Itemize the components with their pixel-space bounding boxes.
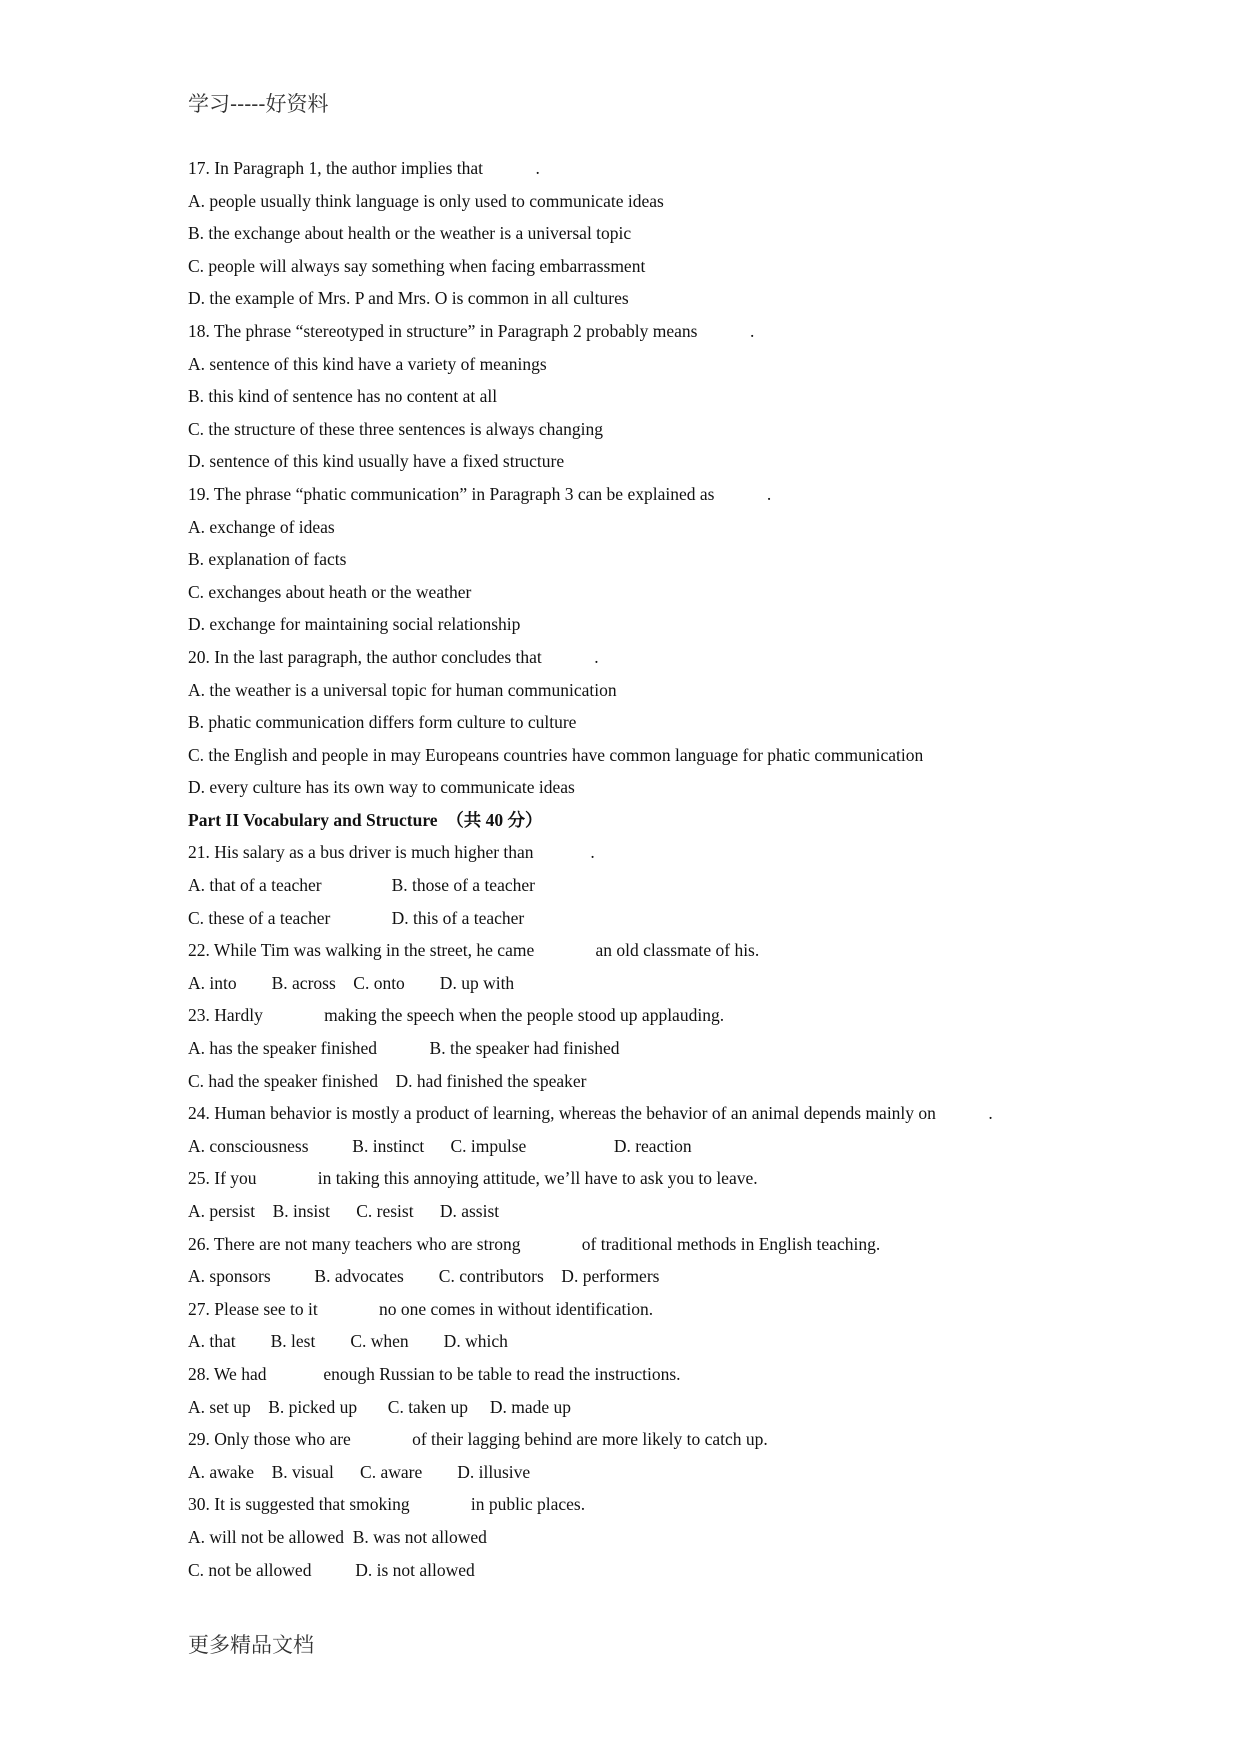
option-20d: D. every culture has its own way to communicate ideas [188, 777, 575, 798]
question-17: 17. In Paragraph 1, the author implies that . [188, 158, 540, 178]
options-24: A. consciousness B. instinct C. impulse D. reaction [188, 1135, 692, 1156]
page-footer: 更多精品文档 [188, 1633, 314, 1657]
option-17b: B. the exchange about health or the weather is a universal topic [188, 223, 632, 244]
section-heading: Part II Vocabulary and Structure （共 40 分） [188, 809, 543, 830]
option-18c: C. the structure of these three sentences is always changing [188, 418, 604, 439]
options-26: A. sponsors B. advocates C. contributors D. performers [188, 1266, 660, 1287]
options-25: A. persist B. insist C. resist D. assist [188, 1201, 500, 1221]
options-23cd: C. had the speaker finished D. had finished the speaker [188, 1070, 587, 1091]
option-19d: D. exchange for maintaining social relationship [188, 614, 521, 635]
options-28: A. set up B. picked up C. taken up D. made up [188, 1396, 572, 1417]
question-22: 22. While Tim was walking in the street, he came an old classmate of his. [188, 940, 760, 961]
question-26: 26. There are not many teachers who are strong of traditional methods in English teaching. [188, 1233, 881, 1254]
question-20: 20. In the last paragraph, the author concludes that . [188, 646, 599, 667]
options-30cd: C. not be allowed D. is not allowed [188, 1559, 475, 1580]
option-20c: C. the English and people in may Europeans countries have common language for phatic communication [188, 744, 924, 765]
question-30: 30. It is suggested that smoking in public places. [188, 1494, 586, 1515]
options-22: A. into B. across C. onto D. up with [188, 972, 515, 993]
option-17a: A. people usually think language is only used to communicate ideas [188, 190, 664, 211]
options-29: A. awake B. visual C. aware D. illusive [188, 1461, 531, 1482]
option-18b: B. this kind of sentence has no content at all [188, 386, 498, 407]
question-27: 27. Please see to it no one comes in without identification. [188, 1298, 654, 1319]
question-19: 19. The phrase “phatic communication” in Paragraph 3 can be explained as . [188, 483, 772, 504]
exam-content [188, 152, 1188, 1586]
options-27: A. that B. lest C. when D. which [188, 1331, 508, 1352]
option-17d: D. the example of Mrs. P and Mrs. O is common in all cultures [188, 288, 629, 309]
option-19b: B. explanation of facts [188, 549, 347, 570]
question-18: 18. The phrase “stereotyped in structure” in Paragraph 2 probably means . [188, 320, 755, 341]
options-21cd: C. these of a teacher D. this of a teacher [188, 907, 525, 928]
options-23ab: A. has the speaker finished B. the speaker had finished [188, 1038, 620, 1059]
option-18a: A. sentence of this kind have a variety of meanings [188, 353, 547, 374]
page-header: 学习-----好资料 [188, 92, 329, 116]
question-21: 21. His salary as a bus driver is much higher than . [188, 842, 595, 863]
question-28: 28. We had enough Russian to be table to read the instructions. [188, 1363, 681, 1384]
question-24: 24. Human behavior is mostly a product of learning, whereas the behavior of an animal depends mainly on . [188, 1103, 993, 1124]
option-20b: B. phatic communication differs form culture to culture [188, 712, 577, 733]
question-23: 23. Hardly making the speech when the people stood up applauding. [188, 1005, 725, 1026]
option-20a: A. the weather is a universal topic for human communication [188, 679, 617, 700]
options-21ab: A. that of a teacher B. those of a teacher [188, 875, 535, 896]
option-17c: C. people will always say something when facing embarrassment [188, 255, 646, 276]
question-25: 25. If you in taking this annoying attitude, we’ll have to ask you to leave. [188, 1168, 758, 1189]
question-29: 29. Only those who are of their lagging behind are more likely to catch up. [188, 1429, 768, 1450]
options-30ab: A. will not be allowed B. was not allowed [188, 1526, 487, 1547]
option-19c: C. exchanges about heath or the weather [188, 581, 472, 602]
option-18d: D. sentence of this kind usually have a fixed structure [188, 451, 565, 472]
option-19a: A. exchange of ideas [188, 516, 335, 537]
